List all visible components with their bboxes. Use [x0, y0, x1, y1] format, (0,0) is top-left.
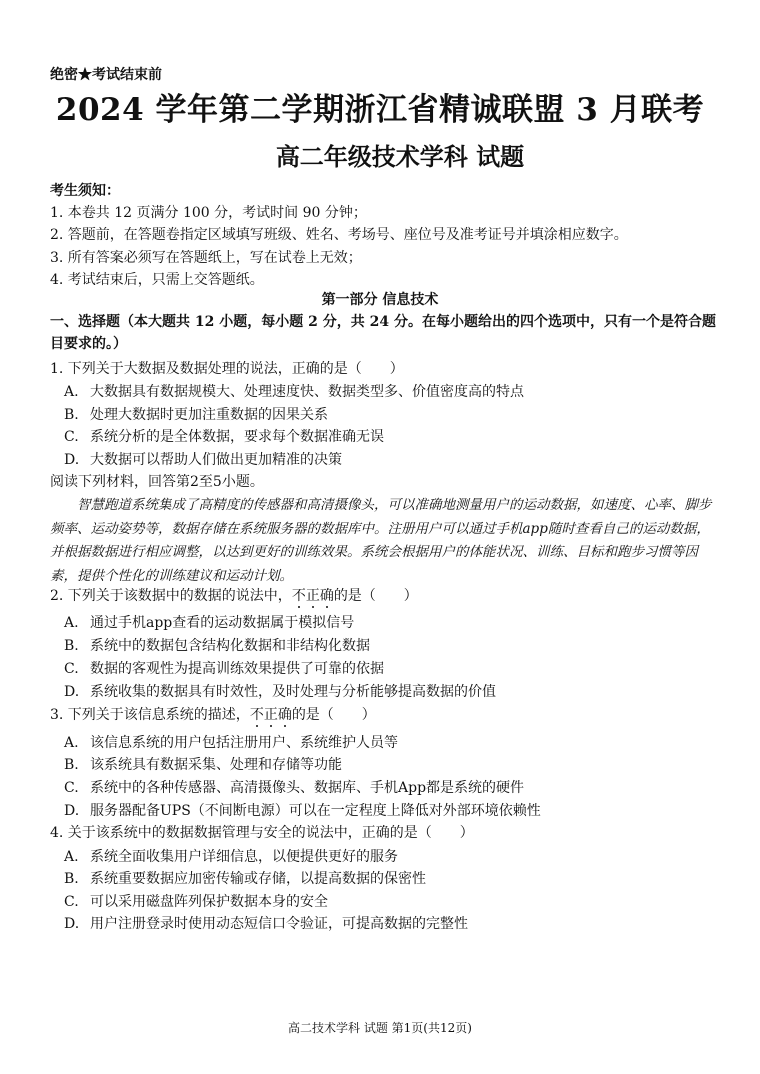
question-4-option-c: C. 可以采用磁盘阵列保护数据本身的安全	[64, 894, 328, 910]
question-1-option-a: A. 大数据具有数据规模大、处理速度快、数据类型多、价值密度高的特点	[64, 384, 524, 400]
emphasis-not-correct: 不正确	[291, 588, 334, 604]
note-item: 3. 所有答案必须写在答题纸上，写在试卷上无效；	[50, 250, 362, 266]
reading-passage: 智慧跑道系统集成了高精度的传感器和高清摄像头，可以准确地测量用户的运动数据，如速度、心率、脚步频率、运动姿势等，数据存储在系统服务器的数据库中。注册用户可以通过手机app随时查看自己的运动数据，并根据数据进行相应调整，以达到更好的训练效果。系统会根据用户的体能状况、训练、目标和跑步习惯等因素，提供个性化的训练建议和运动计划。	[50, 497, 712, 584]
section-heading: 一、选择题（本大题共 12 小题，每小题 2 分，共 24 分。在每小题给出的四个选项中，只有一个是符合题目要求的。）	[50, 314, 716, 352]
question-3-option-a: A. 该信息系统的用户包括注册用户、系统维护人员等	[64, 735, 398, 751]
question-4-option-d: D. 用户注册登录时使用动态短信口令验证，可提高数据的完整性	[64, 916, 468, 932]
question-2-option-a: A. 通过手机app查看的运动数据属于模拟信号	[64, 615, 355, 631]
question-1-option-b: B. 处理大数据时更加注重数据的因果关系	[64, 407, 328, 423]
note-item: 4. 考试结束后，只需上交答题纸。	[50, 272, 264, 288]
question-2-option-d: D. 系统收集的数据具有时效性，及时处理与分析能够提高数据的价值	[64, 684, 496, 700]
question-3-option-c: C. 系统中的各种传感器、高清摄像头、数据库、手机App都是系统的硬件	[64, 780, 525, 796]
question-4-option-b: B. 系统重要数据应加密传输或存储，以提高数据的保密性	[64, 871, 426, 887]
question-2-stem: 2. 下列关于该数据中的数据的说法中，不正确的是（ ）	[50, 588, 418, 604]
question-1-stem: 1. 下列关于大数据及数据处理的说法，正确的是（ ）	[50, 361, 404, 377]
question-3-option-b: B. 该系统具有数据采集、处理和存储等功能	[64, 757, 342, 773]
question-4-stem: 4. 关于该系统中的数据数据管理与安全的说法中，正确的是（ ）	[50, 825, 474, 841]
question-3-stem: 3. 下列关于该信息系统的描述，不正确的是（ ）	[50, 707, 376, 723]
question-3-option-d: D. 服务器配备UPS（不间断电源）可以在一定程度上降低对外部环境依赖性	[64, 803, 541, 819]
question-2-option-c: C. 数据的客观性为提高训练效果提供了可靠的依据	[64, 661, 384, 677]
emphasis-not-correct: 不正确	[249, 707, 292, 723]
question-1-option-d: D. 大数据可以帮助人们做出更加精准的决策	[64, 452, 342, 468]
question-1-option-c: C. 系统分析的是全体数据，要求每个数据准确无误	[64, 429, 384, 445]
question-4-option-a: A. 系统全面收集用户详细信息，以便提供更好的服务	[64, 849, 398, 865]
reading-intro: 阅读下列材料，回答第2至5小题。	[50, 474, 264, 490]
page-footer: 高二技术学科 试题 第1页(共12页)	[288, 1021, 472, 1035]
confidential-label: 绝密★考试结束前	[50, 67, 162, 83]
note-item: 1. 本卷共 12 页满分 100 分，考试时间 90 分钟；	[50, 205, 367, 221]
part-title: 第一部分 信息技术	[321, 292, 439, 308]
exam-subtitle: 高二年级技术学科 试题	[275, 142, 525, 171]
notes-title: 考生须知：	[50, 183, 120, 199]
exam-title: 2024 学年第二学期浙江省精诚联盟 3 月联考	[55, 92, 705, 128]
question-2-option-b: B. 系统中的数据包含结构化数据和非结构化数据	[64, 638, 370, 654]
note-item: 2. 答题前，在答题卷指定区域填写班级、姓名、考场号、座位号及准考证号并填涂相应数字。	[50, 227, 628, 243]
